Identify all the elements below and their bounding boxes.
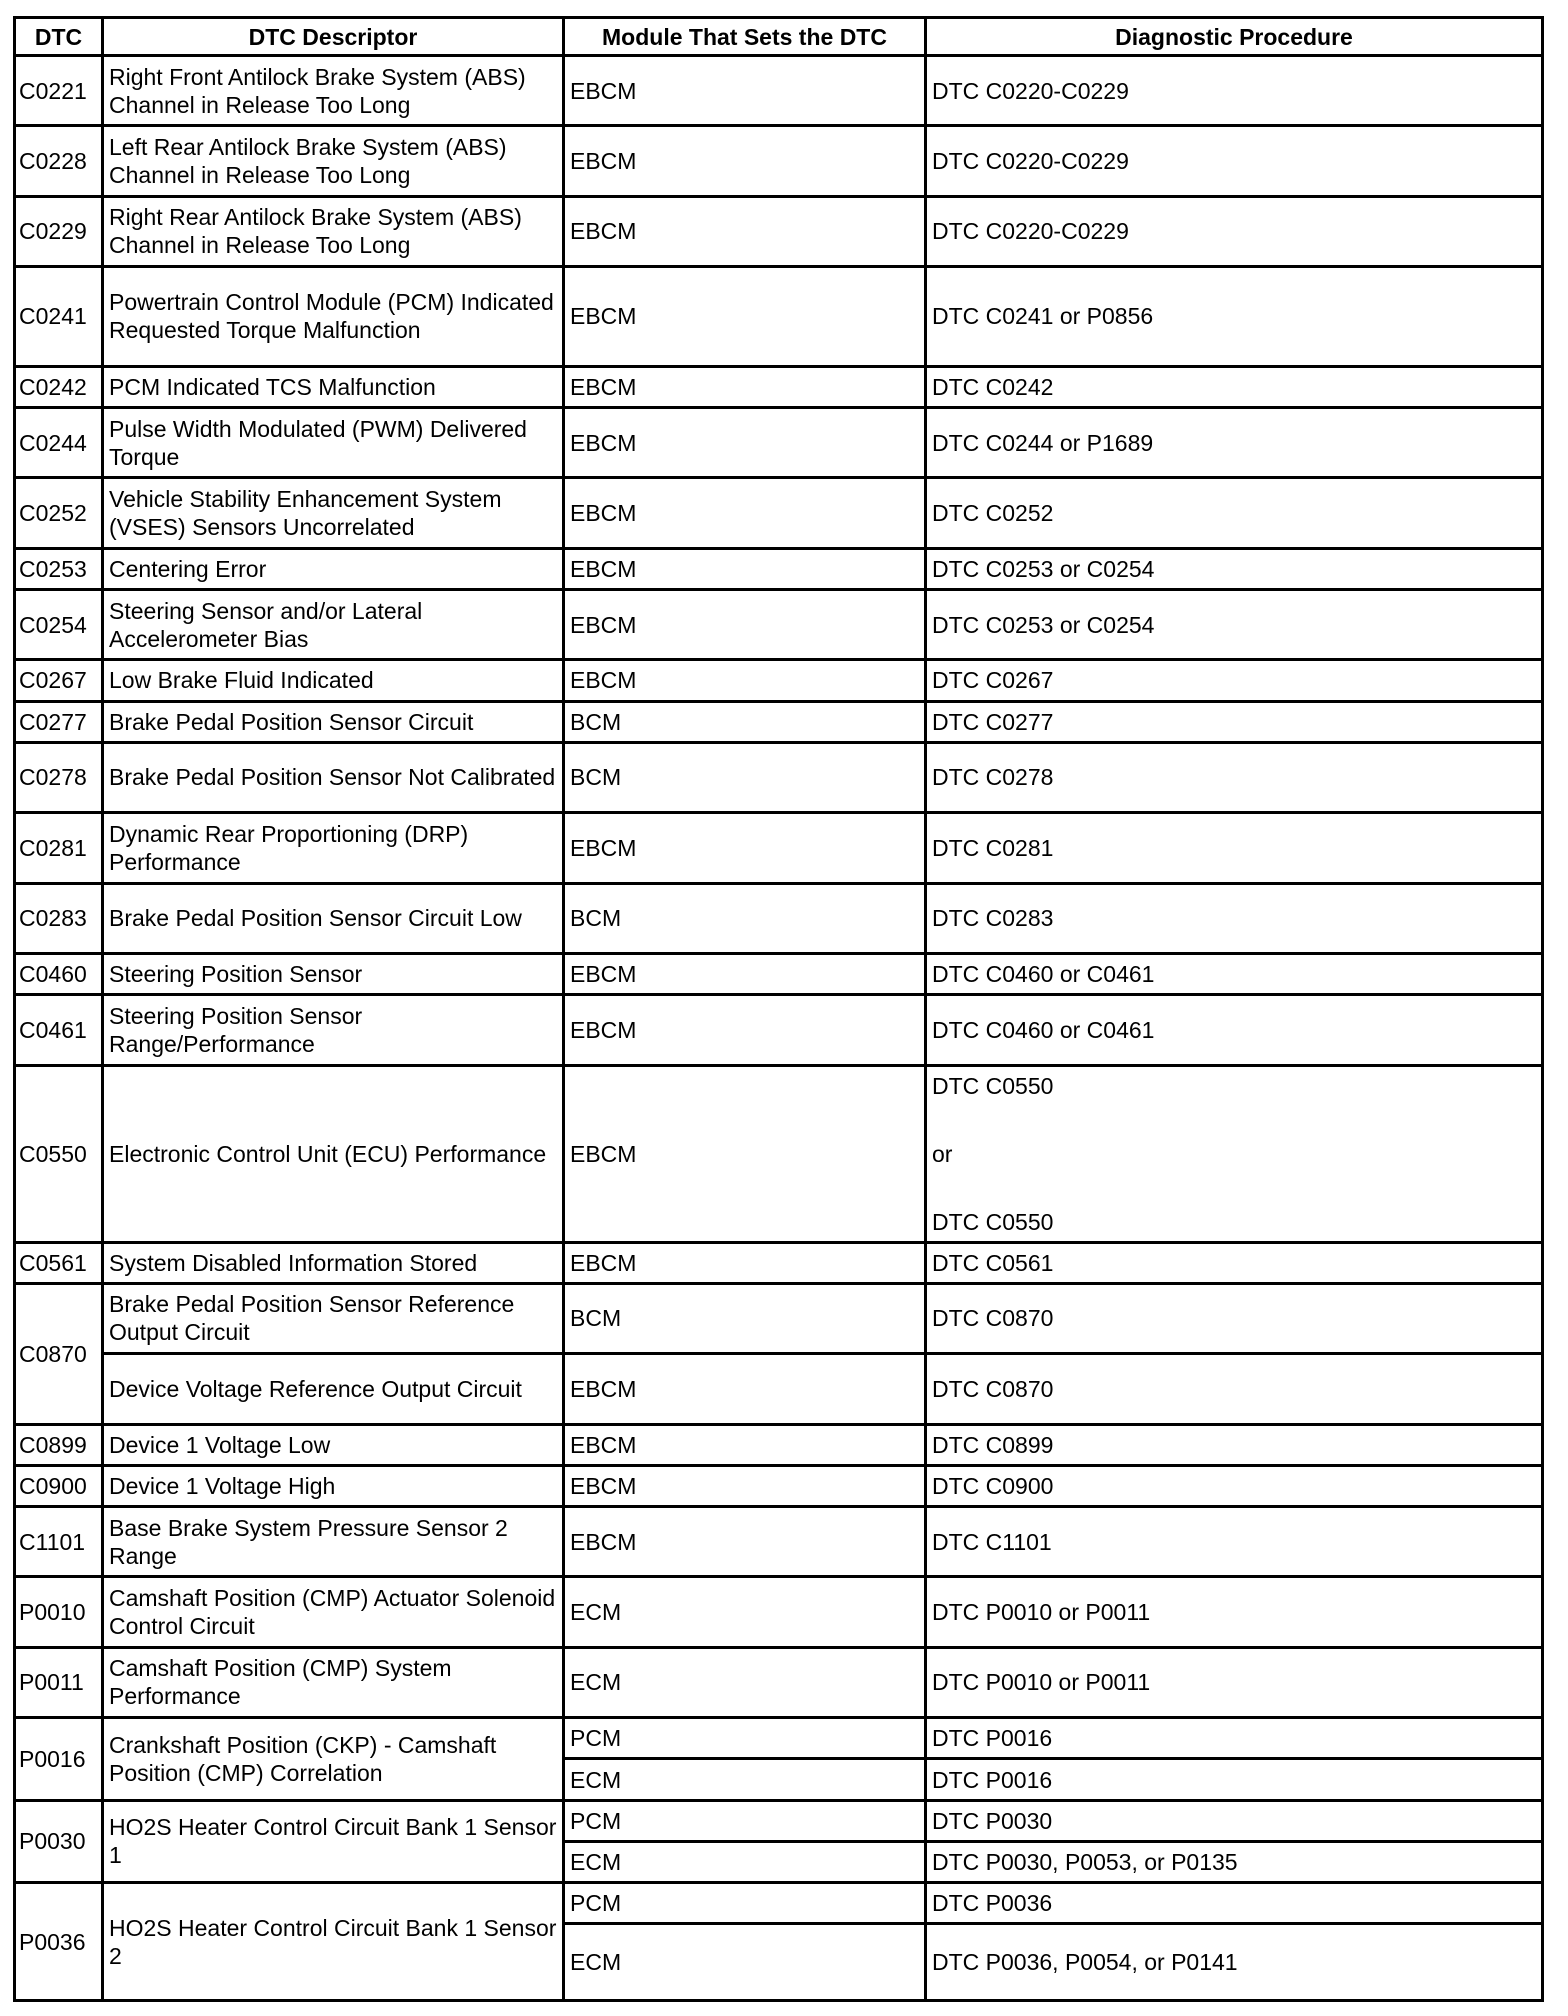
module-cell: EBCM bbox=[564, 1065, 926, 1242]
dtc-descriptor: Right Front Antilock Brake System (ABS) Channel in Release Too Long bbox=[103, 56, 564, 126]
dtc-code: C0283 bbox=[15, 883, 103, 953]
module-cell: EBCM bbox=[564, 56, 926, 126]
dtc-descriptor: Device 1 Voltage Low bbox=[103, 1424, 564, 1465]
table-row bbox=[15, 589, 1543, 659]
module-cell: EBCM bbox=[564, 1354, 926, 1424]
procedure-cell: DTC C0253 or C0254 bbox=[926, 548, 1543, 589]
module-cell: ECM bbox=[564, 1647, 926, 1717]
table-row bbox=[15, 953, 1543, 994]
module-cell: ECM bbox=[564, 1924, 926, 2001]
table-row bbox=[15, 883, 1543, 953]
dtc-code: C0221 bbox=[15, 56, 103, 126]
dtc-code: C0281 bbox=[15, 813, 103, 883]
header-descriptor: DTC Descriptor bbox=[103, 18, 564, 56]
module-cell: EBCM bbox=[564, 478, 926, 548]
dtc-descriptor: HO2S Heater Control Circuit Bank 1 Sensor 1 bbox=[103, 1800, 564, 1882]
table-row bbox=[15, 407, 1543, 477]
dtc-descriptor: Powertrain Control Module (PCM) Indicated Requested Torque Malfunction bbox=[103, 267, 564, 367]
dtc-descriptor: Pulse Width Modulated (PWM) Delivered Torque bbox=[103, 407, 564, 477]
module-cell: BCM bbox=[564, 883, 926, 953]
table-row bbox=[15, 660, 1543, 701]
procedure-cell: DTC P0010 or P0011 bbox=[926, 1577, 1543, 1647]
procedure-cell: DTC P0016 bbox=[926, 1759, 1543, 1800]
table-row bbox=[15, 1800, 1543, 1841]
dtc-code: C0267 bbox=[15, 660, 103, 701]
table-row bbox=[15, 1465, 1543, 1506]
dtc-code: P0036 bbox=[15, 1883, 103, 2001]
procedure-cell: DTC C0253 or C0254 bbox=[926, 589, 1543, 659]
procedure-cell: DTC P0030, P0053, or P0135 bbox=[926, 1841, 1543, 1882]
table-row bbox=[15, 1507, 1543, 1577]
module-cell: EBCM bbox=[564, 1507, 926, 1577]
table-row bbox=[15, 126, 1543, 196]
dtc-descriptor: Left Rear Antilock Brake System (ABS) Channel in Release Too Long bbox=[103, 126, 564, 196]
procedure-cell: DTC C1101 bbox=[926, 1507, 1543, 1577]
procedure-cell: DTC C0870 bbox=[926, 1283, 1543, 1353]
procedure-cell: DTC C0281 bbox=[926, 813, 1543, 883]
dtc-code: C0561 bbox=[15, 1242, 103, 1283]
procedure-cell: DTC C0460 or C0461 bbox=[926, 995, 1543, 1065]
table-row bbox=[15, 1354, 1543, 1424]
dtc-descriptor: Crankshaft Position (CKP) - Camshaft Position (CMP) Correlation bbox=[103, 1718, 564, 1800]
dtc-code: C0460 bbox=[15, 953, 103, 994]
dtc-descriptor: Vehicle Stability Enhancement System (VSES) Sensors Uncorrelated bbox=[103, 478, 564, 548]
procedure-cell bbox=[926, 1065, 1543, 1242]
dtc-descriptor: HO2S Heater Control Circuit Bank 1 Sensor 2 bbox=[103, 1883, 564, 2001]
procedure-cell: DTC C0244 or P1689 bbox=[926, 407, 1543, 477]
module-cell: EBCM bbox=[564, 589, 926, 659]
procedure-cell: DTC C0899 bbox=[926, 1424, 1543, 1465]
dtc-code: C0229 bbox=[15, 196, 103, 266]
header-procedure: Diagnostic Procedure bbox=[926, 18, 1543, 56]
procedure-cell: DTC C0267 bbox=[926, 660, 1543, 701]
module-cell: EBCM bbox=[564, 548, 926, 589]
module-cell: EBCM bbox=[564, 813, 926, 883]
dtc-descriptor: Device Voltage Reference Output Circuit bbox=[103, 1354, 564, 1424]
dtc-code: C0242 bbox=[15, 366, 103, 407]
table-row bbox=[15, 1242, 1543, 1283]
procedure-cell: DTC C0220-C0229 bbox=[926, 196, 1543, 266]
table-row bbox=[15, 56, 1543, 126]
dtc-code: P0030 bbox=[15, 1800, 103, 1882]
module-cell: EBCM bbox=[564, 1465, 926, 1506]
table-row bbox=[15, 701, 1543, 742]
procedure-cell: DTC P0016 bbox=[926, 1718, 1543, 1759]
module-cell: ECM bbox=[564, 1577, 926, 1647]
table-row bbox=[15, 548, 1543, 589]
table-row bbox=[15, 478, 1543, 548]
module-cell: EBCM bbox=[564, 407, 926, 477]
dtc-descriptor: PCM Indicated TCS Malfunction bbox=[103, 366, 564, 407]
table-row bbox=[15, 366, 1543, 407]
dtc-descriptor: Dynamic Rear Proportioning (DRP) Performance bbox=[103, 813, 564, 883]
dtc-code: C0252 bbox=[15, 478, 103, 548]
dtc-descriptor: Brake Pedal Position Sensor Circuit bbox=[103, 701, 564, 742]
module-cell: EBCM bbox=[564, 126, 926, 196]
dtc-descriptor: Low Brake Fluid Indicated bbox=[103, 660, 564, 701]
dtc-descriptor: Right Rear Antilock Brake System (ABS) Channel in Release Too Long bbox=[103, 196, 564, 266]
dtc-code: C0550 bbox=[15, 1065, 103, 1242]
module-cell: EBCM bbox=[564, 1242, 926, 1283]
header-module: Module That Sets the DTC bbox=[564, 18, 926, 56]
procedure-cell: DTC P0030 bbox=[926, 1800, 1543, 1841]
table-header-row bbox=[15, 18, 1543, 56]
module-cell: PCM bbox=[564, 1883, 926, 1924]
table-row bbox=[15, 1718, 1543, 1759]
dtc-code: P0016 bbox=[15, 1718, 103, 1800]
procedure-cell: DTC C0900 bbox=[926, 1465, 1543, 1506]
module-cell: BCM bbox=[564, 1283, 926, 1353]
table-row bbox=[15, 1883, 1543, 1924]
dtc-table bbox=[13, 16, 1544, 2002]
procedure-line: DTC C0550 bbox=[932, 1208, 1054, 1235]
procedure-cell: DTC P0036, P0054, or P0141 bbox=[926, 1924, 1543, 2001]
procedure-cell: DTC C0278 bbox=[926, 742, 1543, 812]
dtc-code: C0870 bbox=[15, 1283, 103, 1424]
module-cell: EBCM bbox=[564, 366, 926, 407]
table-row bbox=[15, 1283, 1543, 1353]
dtc-code: P0010 bbox=[15, 1577, 103, 1647]
procedure-cell: DTC C0242 bbox=[926, 366, 1543, 407]
procedure-cell: DTC C0220-C0229 bbox=[926, 126, 1543, 196]
module-cell: ECM bbox=[564, 1759, 926, 1800]
dtc-descriptor: Steering Sensor and/or Lateral Accelerometer Bias bbox=[103, 589, 564, 659]
dtc-code: C0461 bbox=[15, 995, 103, 1065]
dtc-descriptor: Electronic Control Unit (ECU) Performance bbox=[103, 1065, 564, 1242]
table-row bbox=[15, 1424, 1543, 1465]
module-cell: EBCM bbox=[564, 953, 926, 994]
dtc-descriptor: Brake Pedal Position Sensor Reference Output Circuit bbox=[103, 1283, 564, 1353]
dtc-descriptor: Brake Pedal Position Sensor Not Calibrated bbox=[103, 742, 564, 812]
dtc-descriptor: Device 1 Voltage High bbox=[103, 1465, 564, 1506]
procedure-cell: DTC C0870 bbox=[926, 1354, 1543, 1424]
dtc-code: C0900 bbox=[15, 1465, 103, 1506]
table-row bbox=[15, 196, 1543, 266]
module-cell: EBCM bbox=[564, 995, 926, 1065]
module-cell: ECM bbox=[564, 1841, 926, 1882]
procedure-cell: DTC C0252 bbox=[926, 478, 1543, 548]
module-cell: PCM bbox=[564, 1718, 926, 1759]
dtc-code: C0228 bbox=[15, 126, 103, 196]
module-cell: EBCM bbox=[564, 660, 926, 701]
header-dtc: DTC bbox=[15, 18, 103, 56]
table-row bbox=[15, 1647, 1543, 1717]
dtc-code: C0277 bbox=[15, 701, 103, 742]
module-cell: PCM bbox=[564, 1800, 926, 1841]
dtc-descriptor: Base Brake System Pressure Sensor 2 Range bbox=[103, 1507, 564, 1577]
procedure-line: or bbox=[932, 1140, 953, 1167]
procedure-cell: DTC C0277 bbox=[926, 701, 1543, 742]
procedure-cell: DTC C0283 bbox=[926, 883, 1543, 953]
dtc-code: C0278 bbox=[15, 742, 103, 812]
dtc-code: C0241 bbox=[15, 267, 103, 367]
dtc-code: P0011 bbox=[15, 1647, 103, 1717]
dtc-code: C0253 bbox=[15, 548, 103, 589]
table-row bbox=[15, 995, 1543, 1065]
procedure-line: DTC C0550 bbox=[932, 1072, 1054, 1099]
dtc-descriptor: Camshaft Position (CMP) System Performance bbox=[103, 1647, 564, 1717]
procedure-cell: DTC P0036 bbox=[926, 1883, 1543, 1924]
dtc-descriptor: System Disabled Information Stored bbox=[103, 1242, 564, 1283]
dtc-code: C0254 bbox=[15, 589, 103, 659]
module-cell: BCM bbox=[564, 701, 926, 742]
dtc-code: C0899 bbox=[15, 1424, 103, 1465]
table-row bbox=[15, 742, 1543, 812]
dtc-descriptor: Steering Position Sensor Range/Performance bbox=[103, 995, 564, 1065]
dtc-code: C0244 bbox=[15, 407, 103, 477]
dtc-descriptor: Steering Position Sensor bbox=[103, 953, 564, 994]
module-cell: BCM bbox=[564, 742, 926, 812]
module-cell: EBCM bbox=[564, 1424, 926, 1465]
procedure-cell: DTC C0241 or P0856 bbox=[926, 267, 1543, 367]
procedure-cell: DTC C0460 or C0461 bbox=[926, 953, 1543, 994]
dtc-descriptor: Brake Pedal Position Sensor Circuit Low bbox=[103, 883, 564, 953]
table-row bbox=[15, 813, 1543, 883]
procedure-cell: DTC C0561 bbox=[926, 1242, 1543, 1283]
module-cell: EBCM bbox=[564, 267, 926, 367]
table-row bbox=[15, 1065, 1543, 1242]
dtc-code: C1101 bbox=[15, 1507, 103, 1577]
module-cell: EBCM bbox=[564, 196, 926, 266]
table-row bbox=[15, 1577, 1543, 1647]
dtc-descriptor: Centering Error bbox=[103, 548, 564, 589]
dtc-descriptor: Camshaft Position (CMP) Actuator Solenoid Control Circuit bbox=[103, 1577, 564, 1647]
procedure-cell: DTC C0220-C0229 bbox=[926, 56, 1543, 126]
table-row bbox=[15, 267, 1543, 367]
procedure-cell: DTC P0010 or P0011 bbox=[926, 1647, 1543, 1717]
